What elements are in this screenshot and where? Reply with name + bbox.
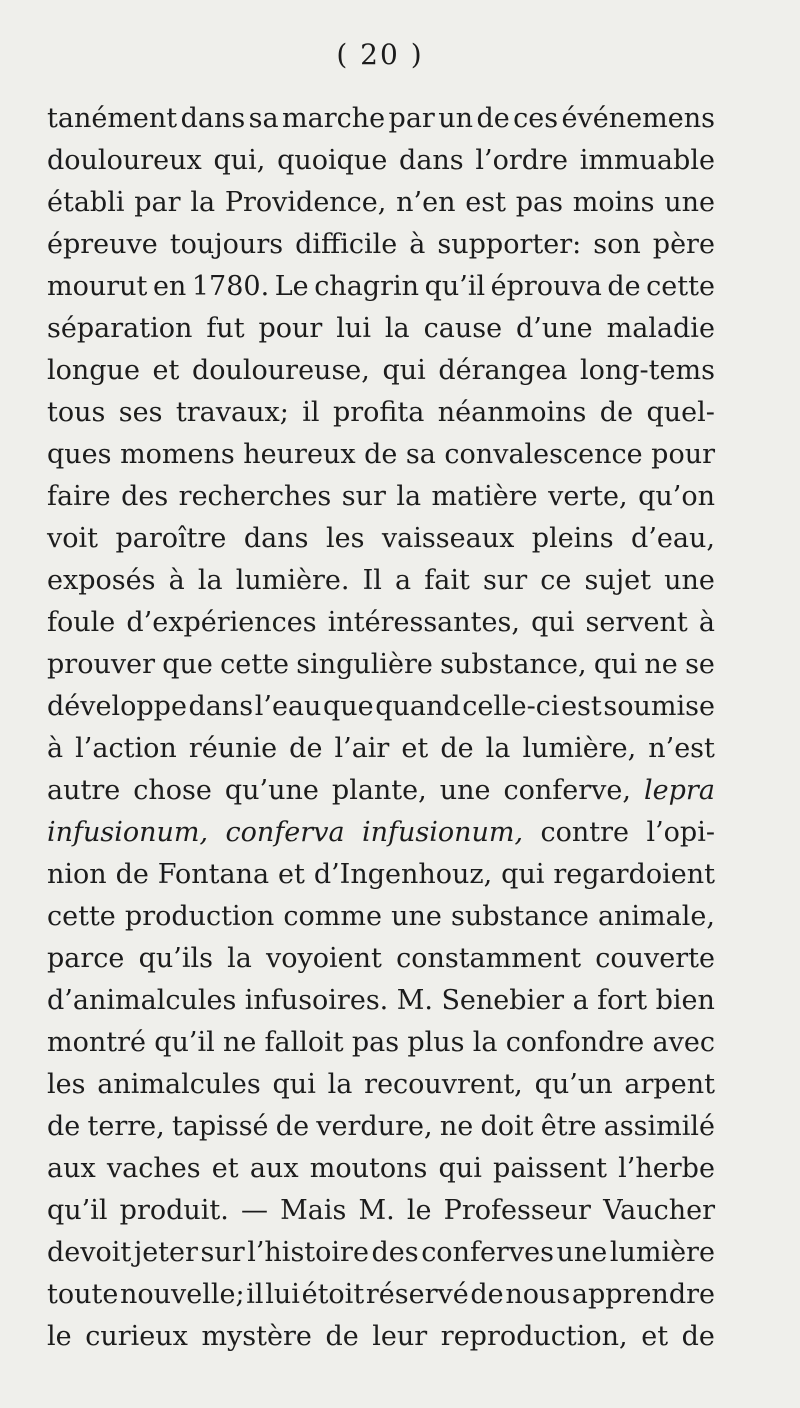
word: la: [227, 943, 252, 974]
word: toujours: [169, 229, 284, 260]
word: nion: [47, 859, 107, 890]
word: tapissé: [171, 1111, 269, 1142]
word: ce: [540, 565, 572, 596]
word: profita: [332, 397, 425, 428]
word: soumise: [603, 691, 715, 722]
word: mourut: [47, 271, 148, 302]
word: l’histoire: [247, 1237, 369, 1268]
word: la: [472, 1027, 498, 1058]
word: Providence,: [224, 187, 387, 218]
word: qu’ils: [138, 943, 213, 974]
word: épreuve: [47, 229, 158, 260]
word: aux: [249, 1153, 299, 1184]
word: de: [47, 1111, 81, 1142]
word: bien: [655, 985, 715, 1016]
word: l’ordre: [475, 145, 568, 176]
word: infusionum,: [361, 817, 524, 848]
text-line: [47, 728, 715, 770]
word: être: [540, 1111, 597, 1142]
word: long-tems: [579, 355, 715, 386]
word: Mais: [280, 1195, 347, 1226]
word: les: [47, 1069, 86, 1100]
word: infusionum,: [47, 817, 209, 848]
word: à: [409, 229, 426, 260]
word: immuable: [579, 145, 715, 176]
word: des: [371, 1237, 419, 1268]
text-line: [47, 602, 715, 644]
word: qui: [272, 1069, 316, 1100]
text-line: [47, 224, 715, 266]
word: d’une: [516, 313, 593, 344]
text-line: [47, 1232, 715, 1274]
word: foule: [47, 607, 116, 638]
word: son: [593, 229, 641, 260]
text-line: [47, 644, 715, 686]
word: infusoires.: [244, 985, 389, 1016]
word: qui: [593, 649, 638, 680]
text-line: [47, 476, 715, 518]
word: douloureuse,: [191, 355, 370, 386]
word: événemens: [561, 103, 715, 134]
word: établi: [47, 187, 125, 218]
word: maladie: [606, 313, 715, 344]
word: qui,: [213, 145, 266, 176]
word: aux: [47, 1153, 96, 1184]
word: le: [47, 1321, 72, 1352]
body-text: [47, 98, 715, 1358]
word: tous: [47, 397, 106, 428]
word: ne: [222, 1027, 257, 1058]
word: Fontana: [157, 859, 270, 890]
word: produit.: [119, 1195, 229, 1226]
word: qu’une: [224, 775, 319, 806]
word: douloureux: [47, 145, 202, 176]
word: autre: [47, 775, 121, 806]
word: ne: [644, 649, 678, 680]
word: développe: [47, 691, 187, 722]
word: intéressantes,: [327, 607, 520, 638]
word: mystère: [201, 1321, 312, 1352]
word: assimilé: [603, 1111, 715, 1142]
word: pleins: [531, 523, 614, 554]
word: moutons: [309, 1153, 428, 1184]
word: chose: [133, 775, 212, 806]
word: terre,: [87, 1111, 165, 1142]
word: la: [485, 733, 511, 764]
word: toute: [47, 1279, 119, 1310]
word: heureux: [243, 439, 356, 470]
word: confondre: [505, 1027, 645, 1058]
text-line: [47, 1148, 715, 1190]
word: sur: [200, 1237, 245, 1268]
word: plus: [407, 1027, 465, 1058]
word: qui: [438, 1153, 482, 1184]
word: l’herbe: [618, 1153, 715, 1184]
text-line: [47, 1106, 715, 1148]
word: conferve,: [503, 775, 631, 806]
word: se: [685, 649, 715, 680]
word: est: [465, 187, 506, 218]
word: verte,: [548, 481, 628, 512]
word: réservé: [365, 1279, 469, 1310]
word: qu’on: [638, 481, 715, 512]
word: réunie: [188, 733, 278, 764]
word: convalescence: [444, 439, 643, 470]
word: le: [406, 1195, 432, 1226]
word: et: [152, 355, 180, 386]
word: la: [327, 1069, 353, 1100]
word: verdure,: [316, 1111, 433, 1142]
word: ses: [118, 397, 163, 428]
word: momens: [120, 439, 235, 470]
word: à: [47, 733, 64, 764]
word: travaux;: [175, 397, 289, 428]
word: de: [115, 859, 149, 890]
word: sujet: [584, 565, 651, 596]
word: curieux: [85, 1321, 188, 1352]
word: séparation: [47, 313, 193, 344]
word: d’eau,: [631, 523, 715, 554]
word: néanmoins: [437, 397, 587, 428]
text-line: [47, 140, 715, 182]
word: parce: [47, 943, 125, 974]
word: par: [388, 103, 435, 134]
word: voit: [47, 523, 98, 554]
word: moins: [572, 187, 655, 218]
word: regardoient: [553, 859, 715, 890]
word: avec: [652, 1027, 715, 1058]
word: voyoient: [266, 943, 382, 974]
word: lui: [265, 1279, 300, 1310]
word: et: [641, 1321, 669, 1352]
word: lepra: [644, 775, 715, 806]
word: les: [325, 523, 365, 554]
text-line: [47, 770, 715, 812]
word: de: [476, 103, 510, 134]
word: leur: [372, 1321, 428, 1352]
word: et: [211, 1153, 239, 1184]
word: supporter:: [437, 229, 582, 260]
word: animale,: [597, 901, 715, 932]
word: de: [289, 733, 323, 764]
text-line: [47, 98, 715, 140]
word: devoit: [47, 1237, 132, 1268]
text-line: [47, 308, 715, 350]
word: de: [599, 397, 634, 428]
word: il: [302, 397, 320, 428]
word: longue: [47, 355, 140, 386]
word: une: [664, 187, 715, 218]
word: dans: [188, 691, 254, 722]
word: qu’il: [424, 271, 486, 302]
page-number: ( 20 ): [336, 38, 424, 71]
word: lumière,: [522, 733, 637, 764]
word: substance: [450, 901, 589, 932]
word: contre: [540, 817, 630, 848]
word: de: [325, 1321, 359, 1352]
word: conferva: [225, 817, 345, 848]
word: lumière.: [235, 565, 350, 596]
word: a: [572, 985, 589, 1016]
word: une: [556, 1237, 608, 1268]
word: constamment: [396, 943, 582, 974]
word: cette: [646, 271, 715, 302]
word: Vaucher: [603, 1195, 715, 1226]
word: M.: [396, 985, 433, 1016]
word: sur: [341, 481, 386, 512]
word: exposés: [47, 565, 156, 596]
word: une: [664, 565, 715, 596]
word: fut: [206, 313, 245, 344]
word: cette: [220, 649, 289, 680]
word: de: [470, 1279, 504, 1310]
word: l’air: [334, 733, 390, 764]
word: fait: [424, 565, 470, 596]
word: pour: [651, 439, 715, 470]
word: production: [124, 901, 275, 932]
word: M.: [358, 1195, 395, 1226]
word: étoit: [301, 1279, 365, 1310]
word: dérangea: [438, 355, 568, 386]
text-line: [47, 896, 715, 938]
word: arpent: [624, 1069, 715, 1100]
text-line: [47, 938, 715, 980]
word: paroître: [115, 523, 227, 554]
word: la: [197, 565, 223, 596]
text-line: [47, 560, 715, 602]
word: qu’il: [154, 1027, 215, 1058]
word: substance,: [440, 649, 587, 680]
text-line: [47, 980, 715, 1022]
text-line: [47, 1190, 715, 1232]
word: faire: [47, 481, 111, 512]
word: à: [168, 565, 185, 596]
word: une: [391, 901, 442, 932]
word: nouvelle;: [120, 1279, 245, 1310]
word: n’en: [396, 187, 456, 218]
word: d’animalcules: [47, 985, 237, 1016]
word: pas: [515, 187, 563, 218]
word: servent: [585, 607, 688, 638]
word: dans: [243, 523, 309, 554]
word: la: [384, 313, 410, 344]
word: un: [438, 103, 474, 134]
word: une: [439, 775, 491, 806]
word: comme: [283, 901, 382, 932]
word: vaches: [106, 1153, 201, 1184]
text-line: [47, 434, 715, 476]
word: Le: [274, 271, 309, 302]
word: celle-ci: [462, 691, 560, 722]
word: quoique: [277, 145, 388, 176]
text-line: [47, 1022, 715, 1064]
word: prouver: [47, 649, 155, 680]
word: plante,: [331, 775, 427, 806]
word: il: [246, 1279, 264, 1310]
word: Senebier: [441, 985, 565, 1016]
word: en: [152, 271, 187, 302]
text-line: [47, 182, 715, 224]
word: père: [652, 229, 715, 260]
word: par: [134, 187, 181, 218]
word: recherches: [178, 481, 332, 512]
text-line: [47, 266, 715, 308]
word: difficile: [295, 229, 398, 260]
word: recouvrent,: [364, 1069, 523, 1100]
word: fort: [597, 985, 648, 1016]
text-line: [47, 1064, 715, 1106]
word: a: [395, 565, 412, 596]
word: apprendre: [571, 1279, 715, 1310]
word: nous: [505, 1279, 571, 1310]
word: qu’un: [534, 1069, 613, 1100]
word: et: [278, 859, 305, 890]
word: ne: [439, 1111, 474, 1142]
word: d’expériences: [126, 607, 317, 638]
word: qu’il: [47, 1195, 108, 1226]
word: 1780.: [191, 271, 270, 302]
word: que: [162, 649, 213, 680]
word: des: [121, 481, 169, 512]
word: d’Ingenhouz,: [313, 859, 493, 890]
word: cette: [47, 901, 116, 932]
word: sur: [482, 565, 528, 596]
text-line: [47, 686, 715, 728]
word: animalcules: [97, 1069, 261, 1100]
text-line: [47, 812, 715, 854]
text-line: [47, 1274, 715, 1316]
word: jeter: [133, 1237, 198, 1268]
word: matière: [431, 481, 538, 512]
word: montré: [47, 1027, 146, 1058]
text-line: [47, 518, 715, 560]
word: qui: [382, 355, 426, 386]
word: dans: [180, 103, 246, 134]
text-line: [47, 392, 715, 434]
word: qui: [531, 607, 575, 638]
word: dans: [399, 145, 464, 176]
word: lui: [336, 313, 371, 344]
word: reproduction,: [440, 1321, 628, 1352]
word: l’action: [75, 733, 177, 764]
word: tanément: [47, 103, 178, 134]
word: Il: [362, 565, 382, 596]
word: —: [241, 1195, 268, 1226]
text-line: [47, 350, 715, 392]
word: paissent: [493, 1153, 607, 1184]
word: doit: [480, 1111, 534, 1142]
word: que: [323, 691, 374, 722]
word: ques: [47, 439, 112, 470]
word: n’est: [648, 733, 715, 764]
word: lumière: [609, 1237, 715, 1268]
word: à: [698, 607, 715, 638]
word: qui: [501, 859, 545, 890]
word: vaisseaux: [381, 523, 515, 554]
word: la: [190, 187, 216, 218]
word: l’eau: [254, 691, 322, 722]
word: Professeur: [443, 1195, 591, 1226]
word: de: [440, 733, 474, 764]
word: la: [396, 481, 422, 512]
text-line: [47, 1316, 715, 1358]
word: sa: [405, 439, 436, 470]
word: éprouva: [490, 271, 602, 302]
word: de: [275, 1111, 310, 1142]
word: sa: [248, 103, 279, 134]
word: pas: [351, 1027, 400, 1058]
word: est: [561, 691, 602, 722]
word: de: [607, 271, 641, 302]
word: pour: [258, 313, 323, 344]
word: quel-: [646, 397, 715, 428]
word: marche: [282, 103, 386, 134]
word: cause: [423, 313, 503, 344]
word: singulière: [296, 649, 433, 680]
word: de: [681, 1321, 715, 1352]
word: et: [401, 733, 429, 764]
word: chagrin: [314, 271, 420, 302]
text-line: [47, 854, 715, 896]
word: conferves: [421, 1237, 554, 1268]
word: l’opi-: [646, 817, 715, 848]
word: quand: [375, 691, 461, 722]
word: falloit: [264, 1027, 344, 1058]
word: de: [364, 439, 398, 470]
word: ces: [513, 103, 559, 134]
word: couverte: [595, 943, 715, 974]
